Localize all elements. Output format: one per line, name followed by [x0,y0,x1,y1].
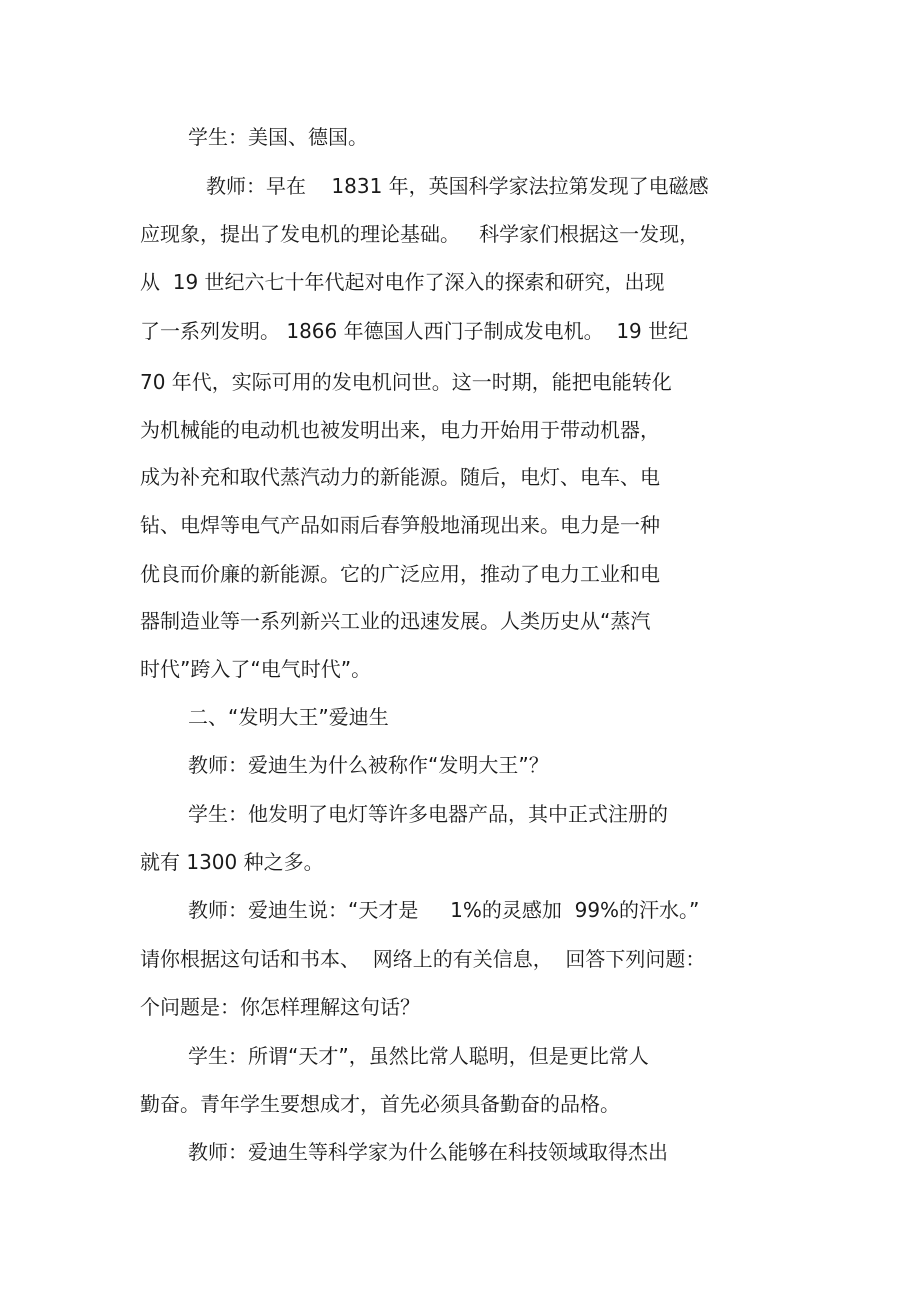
paragraph-line-22: 教师：爱迪生等科学家为什么能够在科技领域取得杰出 [188,1140,668,1164]
paragraph-line-9: 钻、电焊等电气产品如雨后春笋般地涌现出来。电力是一种 [140,513,660,537]
paragraph-line-6: 70 年代，实际可用的发电机问世。这一时期，能把电能转化 [140,370,672,394]
paragraph-line-16: 就有 1300 种之多。 [140,850,324,874]
paragraph-line-21: 勤奋。青年学生要想成才，首先必须具备勤奋的品格。 [140,1092,620,1116]
paragraph-line-12: 时代”跨入了“电气时代”。 [140,657,372,681]
paragraph-line-4: 从 19 世纪六七十年代起对电作了深入的探索和研究，出现 [140,270,665,294]
paragraph-line-2: 教师：早在 1831 年，英国科学家法拉第发现了电磁感 [206,174,709,198]
paragraph-line-1: 学生：美国、德国。 [188,125,368,149]
paragraph-line-8: 成为补充和取代蒸汽动力的新能源。随后，电灯、电车、电 [140,465,660,489]
section-heading: 二、“发明大王”爱迪生 [188,705,389,729]
paragraph-line-17: 教师：爱迪生说：“天才是 1%的灵感加 99%的汗水。” [188,898,700,922]
paragraph-line-10: 优良而价廉的新能源。它的广泛应用，推动了电力工业和电 [140,562,660,586]
paragraph-line-14: 教师：爱迪生为什么被称作“发明大王”？ [188,753,549,777]
paragraph-line-11: 器制造业等一系列新兴工业的迅速发展。人类历史从“蒸汽 [140,609,651,633]
paragraph-line-19: 个问题是：你怎样理解这句话？ [140,995,420,1019]
paragraph-line-15: 学生：他发明了电灯等许多电器产品，其中正式注册的 [188,802,668,826]
paragraph-line-7: 为机械能的电动机也被发明出来，电力开始用于带动机器， [140,418,660,442]
paragraph-line-5: 了一系列发明。 1866 年德国人西门子制成发电机。 19 世纪 [140,319,689,343]
paragraph-line-3: 应现象，提出了发电机的理论基础。 科学家们根据这一发现， [140,222,700,246]
paragraph-line-20: 学生：所谓“天才”，虽然比常人聪明，但是更比常人 [188,1044,649,1068]
paragraph-line-18: 请你根据这句话和书本、 网络上的有关信息， 回答下列问题： [140,947,706,971]
